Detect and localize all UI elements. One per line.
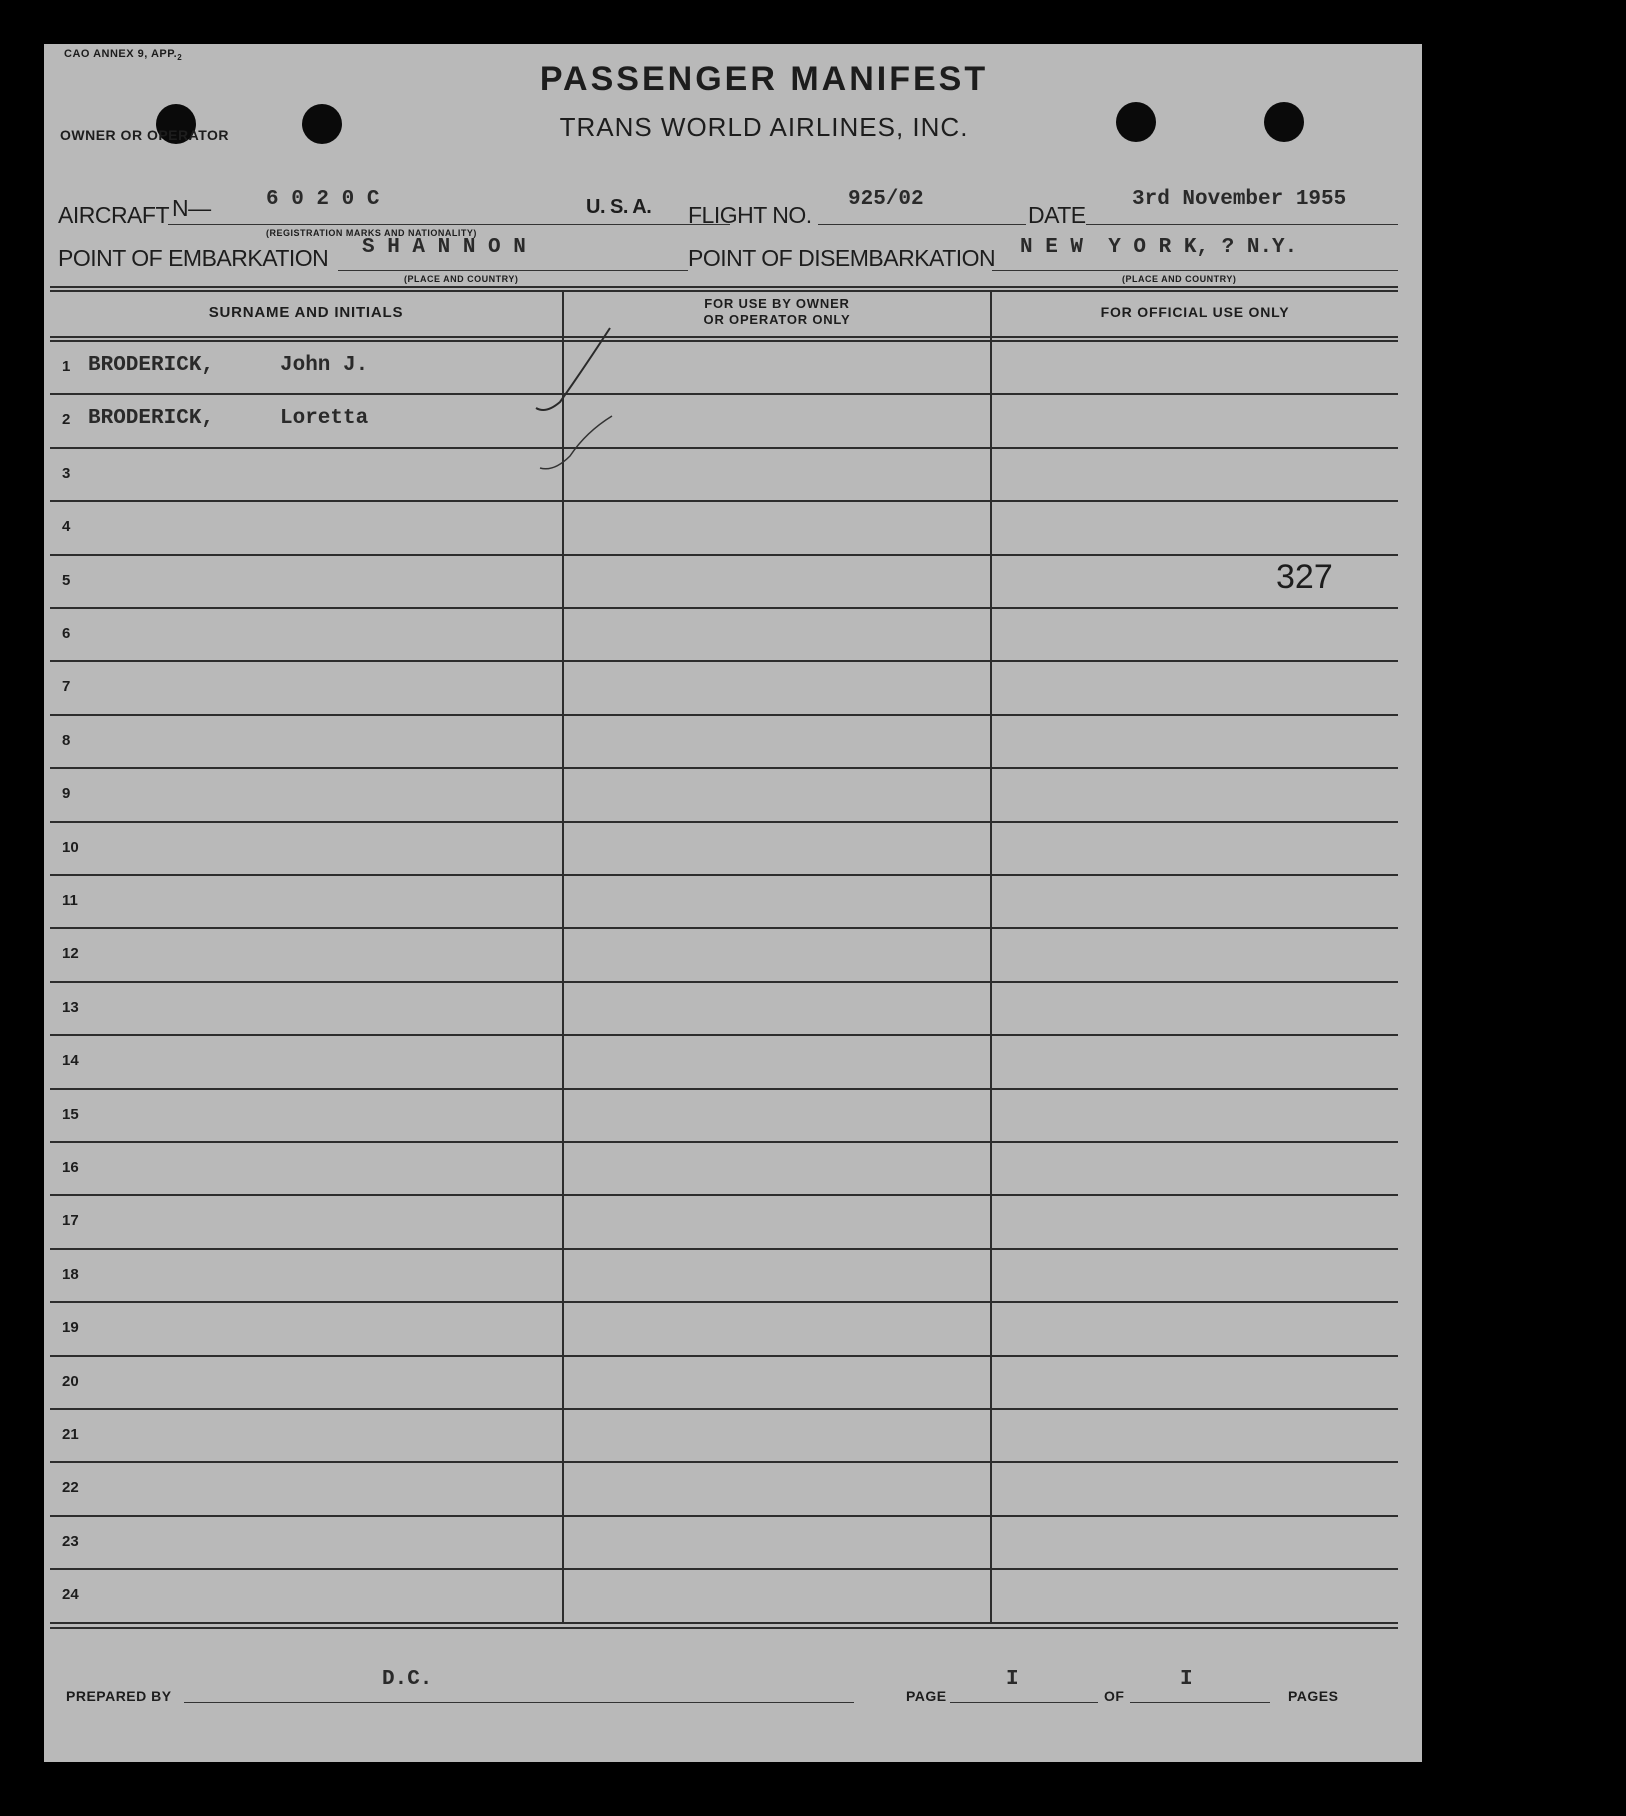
manifest-sheet — [44, 40, 1422, 1762]
of-underline — [1130, 1702, 1270, 1703]
row-rule — [50, 767, 1398, 769]
row-rule — [50, 607, 1398, 609]
row-number: 11 — [62, 892, 78, 909]
embarkation-label: POINT OF EMBARKATION — [58, 245, 329, 271]
annex-text: CAO ANNEX 9, APP. — [64, 48, 178, 60]
row-number: 1 — [62, 358, 71, 375]
row-rule — [50, 981, 1398, 983]
column-divider-2 — [990, 290, 992, 1622]
aircraft-underline — [168, 224, 730, 225]
table-bottom-rule-2 — [50, 1627, 1398, 1629]
row-rule — [50, 660, 1398, 662]
flight-label: FLIGHT NO. — [688, 202, 812, 228]
row-rule — [50, 1141, 1398, 1143]
row-rule — [50, 500, 1398, 502]
row-rule — [50, 1194, 1398, 1196]
document-title: PASSENGER MANIFEST — [539, 60, 989, 98]
row-rule — [50, 1248, 1398, 1250]
punch-hole-2 — [302, 104, 342, 144]
table-top-rule-2 — [50, 290, 1398, 292]
aircraft-label: AIRCRAFT — [58, 202, 169, 228]
prepared-by-value: D.C. — [382, 1668, 433, 1691]
row-rule — [50, 447, 1398, 449]
row-rule — [50, 1408, 1398, 1410]
embarkation-value: S H A N N O N — [362, 236, 526, 259]
page-value: I — [1006, 1668, 1019, 1691]
of-label: OF — [1104, 1688, 1125, 1704]
row-rule — [50, 1301, 1398, 1303]
owner-operator-label: OWNER OR OPERATOR — [60, 127, 229, 143]
date-underline — [1086, 224, 1398, 225]
flight-underline — [818, 224, 1026, 225]
row-number: 22 — [62, 1479, 79, 1497]
row-number: 17 — [62, 1212, 79, 1230]
row-number: 19 — [62, 1319, 79, 1337]
top-edge — [42, 34, 1424, 44]
row-number: 15 — [62, 1105, 79, 1123]
prepared-by-underline — [184, 1702, 854, 1703]
passenger-surname: BRODERICK, — [88, 407, 215, 431]
aircraft-prefix: N— — [172, 195, 211, 221]
col-header-surname: SURNAME AND INITIALS — [208, 304, 404, 321]
col-header-owner-use — [564, 296, 990, 328]
row-rule — [50, 927, 1398, 929]
passenger-surname: BRODERICK, — [88, 354, 215, 377]
row-rule — [50, 1461, 1398, 1463]
row-rule — [50, 1088, 1398, 1090]
passenger-given-name: Loretta — [280, 407, 369, 431]
row-rule — [50, 874, 1398, 876]
official-use-note: 327 — [1276, 558, 1333, 596]
row-rule — [50, 1568, 1398, 1570]
punch-hole-3 — [1116, 102, 1156, 142]
disembarkation-underline — [992, 270, 1398, 271]
row-rule — [50, 554, 1398, 556]
row-rule — [50, 1034, 1398, 1036]
pages-label: PAGES — [1288, 1688, 1339, 1704]
passenger-given-name: John J. — [280, 354, 369, 377]
date-label: DATE — [1028, 202, 1086, 228]
annex-reference — [64, 48, 182, 62]
row-number: 13 — [62, 998, 79, 1016]
row-number: 9 — [62, 785, 71, 803]
row-rule — [50, 393, 1398, 395]
table-bottom-rule-1 — [50, 1622, 1398, 1624]
date-value: 3rd November 1955 — [1132, 188, 1347, 211]
row-number: 3 — [62, 464, 71, 482]
table-top-rule-1 — [50, 286, 1398, 288]
header-bottom-rule-1 — [50, 336, 1398, 338]
row-rule — [50, 714, 1398, 716]
row-number: 7 — [62, 678, 71, 696]
col-header-owner-use-line1: FOR USE BY OWNER — [704, 296, 850, 311]
annex-sub: 2 — [177, 53, 183, 63]
row-number: 16 — [62, 1159, 79, 1176]
col-header-owner-use-line2: OR OPERATOR ONLY — [703, 312, 851, 327]
page-underline — [950, 1702, 1098, 1703]
row-number: 8 — [62, 731, 71, 749]
col-header-official-use: FOR OFFICIAL USE ONLY — [1100, 304, 1290, 320]
embarkation-underline — [338, 270, 688, 271]
check-mark-2 — [536, 376, 616, 476]
row-number: 20 — [62, 1372, 79, 1390]
row-number: 14 — [62, 1052, 79, 1070]
row-rule — [50, 1515, 1398, 1517]
disembarkation-value: N E W Y O R K, ? N.Y. — [1020, 236, 1298, 259]
row-number: 5 — [62, 571, 71, 589]
row-number: 10 — [62, 838, 79, 856]
row-number: 12 — [62, 945, 79, 963]
row-number: 6 — [62, 625, 71, 642]
row-rule — [50, 821, 1398, 823]
flight-value: 925/02 — [848, 188, 924, 211]
aircraft-value: 6 0 2 0 C — [266, 188, 380, 211]
row-rule — [50, 1355, 1398, 1357]
disembarkation-sublabel: (PLACE AND COUNTRY) — [1122, 274, 1237, 284]
row-number: 24 — [62, 1586, 79, 1604]
disembarkation-label: POINT OF DISEMBARKATION — [688, 245, 996, 271]
column-divider-1 — [562, 290, 564, 1622]
punch-hole-4 — [1264, 102, 1304, 142]
nationality: U. S. A. — [586, 196, 652, 218]
embarkation-sublabel: (PLACE AND COUNTRY) — [404, 274, 519, 284]
prepared-by-label: PREPARED BY — [66, 1688, 172, 1704]
row-number: 2 — [62, 411, 71, 429]
row-number: 21 — [62, 1426, 79, 1443]
airline-name: TRANS WORLD AIRLINES, INC. — [559, 112, 969, 142]
page-label: PAGE — [906, 1688, 947, 1704]
row-number: 4 — [62, 518, 71, 536]
of-value: I — [1180, 1668, 1193, 1691]
row-number: 23 — [62, 1532, 79, 1550]
header-bottom-rule-2 — [50, 340, 1398, 342]
aircraft-sublabel: (REGISTRATION MARKS AND NATIONALITY) — [266, 228, 477, 238]
row-number: 18 — [62, 1265, 79, 1283]
